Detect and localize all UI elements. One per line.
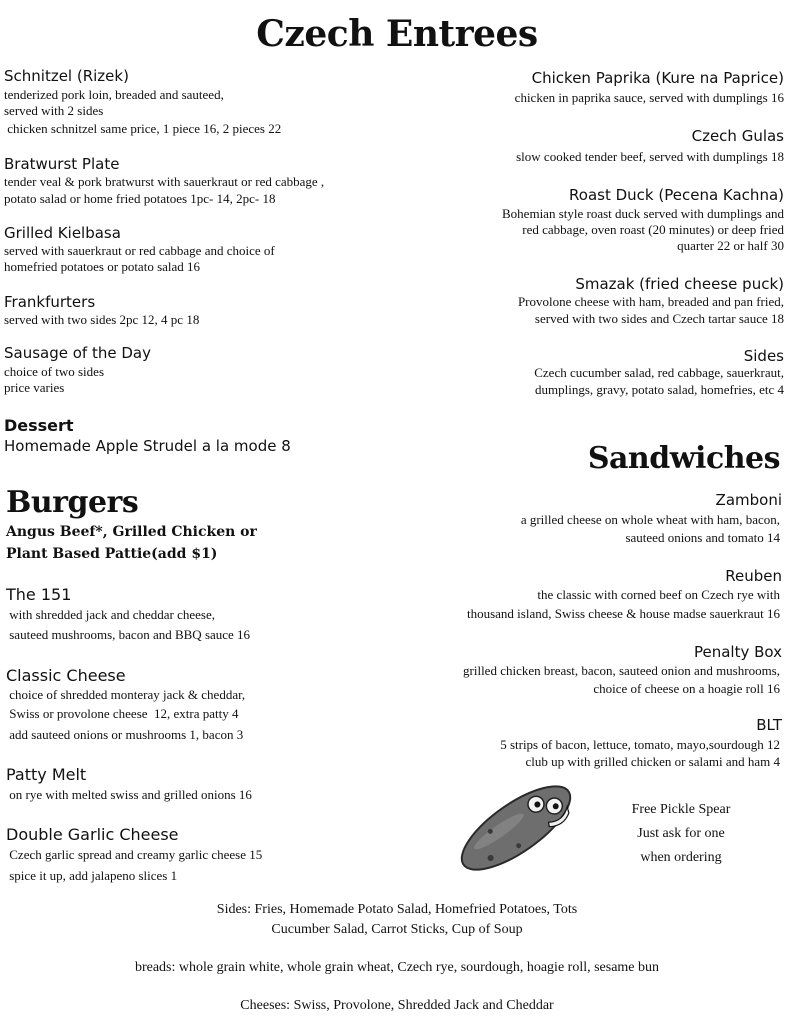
entree-name: Sides (743, 347, 784, 365)
entree-desc: slow cooked tender beef, served with dumplings 18 (516, 149, 784, 164)
burger-name: Patty Melt (6, 765, 87, 784)
entree-desc: Bohemian style roast duck served with dumplings and (502, 206, 784, 221)
sandwich-desc: 5 strips of bacon, lettuce, tomato, mayo,sourdough 12 (500, 737, 780, 752)
sandwich-desc: club up with grilled chicken or salami and ham 4 (525, 754, 780, 769)
entree-desc: red cabbage, oven roast (20 minutes) or deep fried (522, 222, 784, 237)
burger-name: The 151 (6, 585, 72, 604)
entree-desc: chicken in paprika sauce, served with dumplings 16 (514, 90, 784, 105)
entree-desc: Czech cucumber salad, red cabbage, sauerkraut, (534, 365, 784, 380)
entree-name: Bratwurst Plate (4, 155, 120, 173)
sandwich-name: Reuben (725, 567, 782, 585)
burger-desc: with shredded jack and cheddar cheese, (6, 607, 215, 622)
footer-cheeses: Cheeses: Swiss, Provolone, Shredded Jack and Cheddar (240, 998, 554, 1013)
entree-name: Sausage of the Day (4, 344, 151, 362)
burger-desc: Swiss or provolone cheese 12, extra patty 4 (6, 706, 239, 721)
entree-desc: choice of two sides (4, 364, 105, 379)
entree-name: Grilled Kielbasa (4, 224, 121, 242)
pickle-note: Just ask for one (637, 826, 725, 841)
sandwich-desc: the classic with corned beef on Czech rye with (537, 587, 780, 602)
sandwich-desc: sauteed onions and tomato 14 (625, 530, 780, 545)
entree-desc: tenderized pork loin, breaded and sauteed, (4, 87, 224, 102)
entree-name: Schnitzel (Rizek) (4, 67, 129, 85)
pickle-note: Free Pickle Spear (631, 802, 731, 817)
page-title: Czech Entrees (256, 13, 538, 55)
dessert-heading: Dessert (4, 416, 74, 435)
sandwich-desc: a grilled cheese on whole wheat with ham, bacon, (520, 512, 780, 527)
entree-desc: chicken schnitzel same price, 1 piece 16, 2 pieces 22 (4, 121, 282, 136)
footer-sides: Sides: Fries, Homemade Potato Salad, Homefried Potatoes, Tots (216, 902, 578, 917)
burgers-subtitle: Angus Beef*, Grilled Chicken or (6, 524, 257, 540)
entree-desc: homefried potatoes or potato salad 16 (4, 259, 201, 274)
sandwich-desc: choice of cheese on a hoagie roll 16 (593, 681, 780, 696)
burgers-subtitle: Plant Based Pattie(add $1) (6, 546, 218, 562)
entree-desc: quarter 22 or half 30 (677, 238, 784, 253)
entree-name: Chicken Paprika (Kure na Paprice) (531, 69, 784, 87)
entree-desc: tender veal & pork bratwurst with sauerkraut or red cabbage , (4, 174, 325, 189)
entree-desc: potato salad or home fried potatoes 1pc- 14, 2pc- 18 (4, 191, 276, 206)
entree-desc: served with two sides 2pc 12, 4 pc 18 (4, 312, 200, 327)
entree-desc: served with 2 sides (4, 103, 104, 118)
entree-name: Roast Duck (Pecena Kachna) (569, 186, 784, 204)
burger-desc: choice of shredded monteray jack & cheddar, (6, 687, 246, 702)
entree-desc: Provolone cheese with ham, breaded and pan fried, (517, 294, 784, 309)
burgers-title: Burgers (6, 485, 139, 520)
sandwich-desc: grilled chicken breast, bacon, sauteed onion and mushrooms, (463, 663, 780, 678)
entree-name: Smazak (fried cheese puck) (575, 275, 784, 293)
pickle-note: when ordering (640, 850, 722, 865)
dessert-item: Homemade Apple Strudel a la mode 8 (4, 437, 291, 455)
entree-desc: dumplings, gravy, potato salad, homefries, etc 4 (535, 382, 784, 397)
burger-name: Double Garlic Cheese (6, 825, 179, 844)
sandwich-desc: thousand island, Swiss cheese & house madse sauerkraut 16 (466, 606, 780, 621)
burger-desc: add sauteed onions or mushrooms 1, bacon 3 (6, 727, 244, 742)
entree-name: Czech Gulas (691, 127, 784, 145)
entree-desc: served with sauerkraut or red cabbage and choice of (4, 243, 275, 258)
burger-desc: Czech garlic spread and creamy garlic cheese 15 (6, 847, 263, 862)
sandwiches-title: Sandwiches (587, 441, 780, 476)
entree-desc: served with two sides and Czech tartar sauce 18 (534, 311, 784, 326)
footer-sides: Cucumber Salad, Carrot Sticks, Cup of Soup (271, 922, 523, 937)
entree-name: Frankfurters (4, 293, 96, 311)
entree-desc: price varies (4, 380, 65, 395)
sandwich-name: Penalty Box (693, 643, 782, 661)
sandwich-name: BLT (756, 716, 782, 734)
pickle-body (450, 780, 582, 876)
sandwich-name: Zamboni (715, 491, 782, 509)
pickle-illustration (448, 780, 584, 876)
burger-desc: spice it up, add jalapeno slices 1 (6, 868, 178, 883)
burger-desc: on rye with melted swiss and grilled onions 16 (6, 787, 252, 802)
burger-name: Classic Cheese (6, 666, 126, 685)
burger-desc: sauteed mushrooms, bacon and BBQ sauce 16 (6, 627, 251, 642)
footer-breads: breads: whole grain white, whole grain wheat, Czech rye, sourdough, hoagie roll, sesame bun (134, 960, 660, 975)
